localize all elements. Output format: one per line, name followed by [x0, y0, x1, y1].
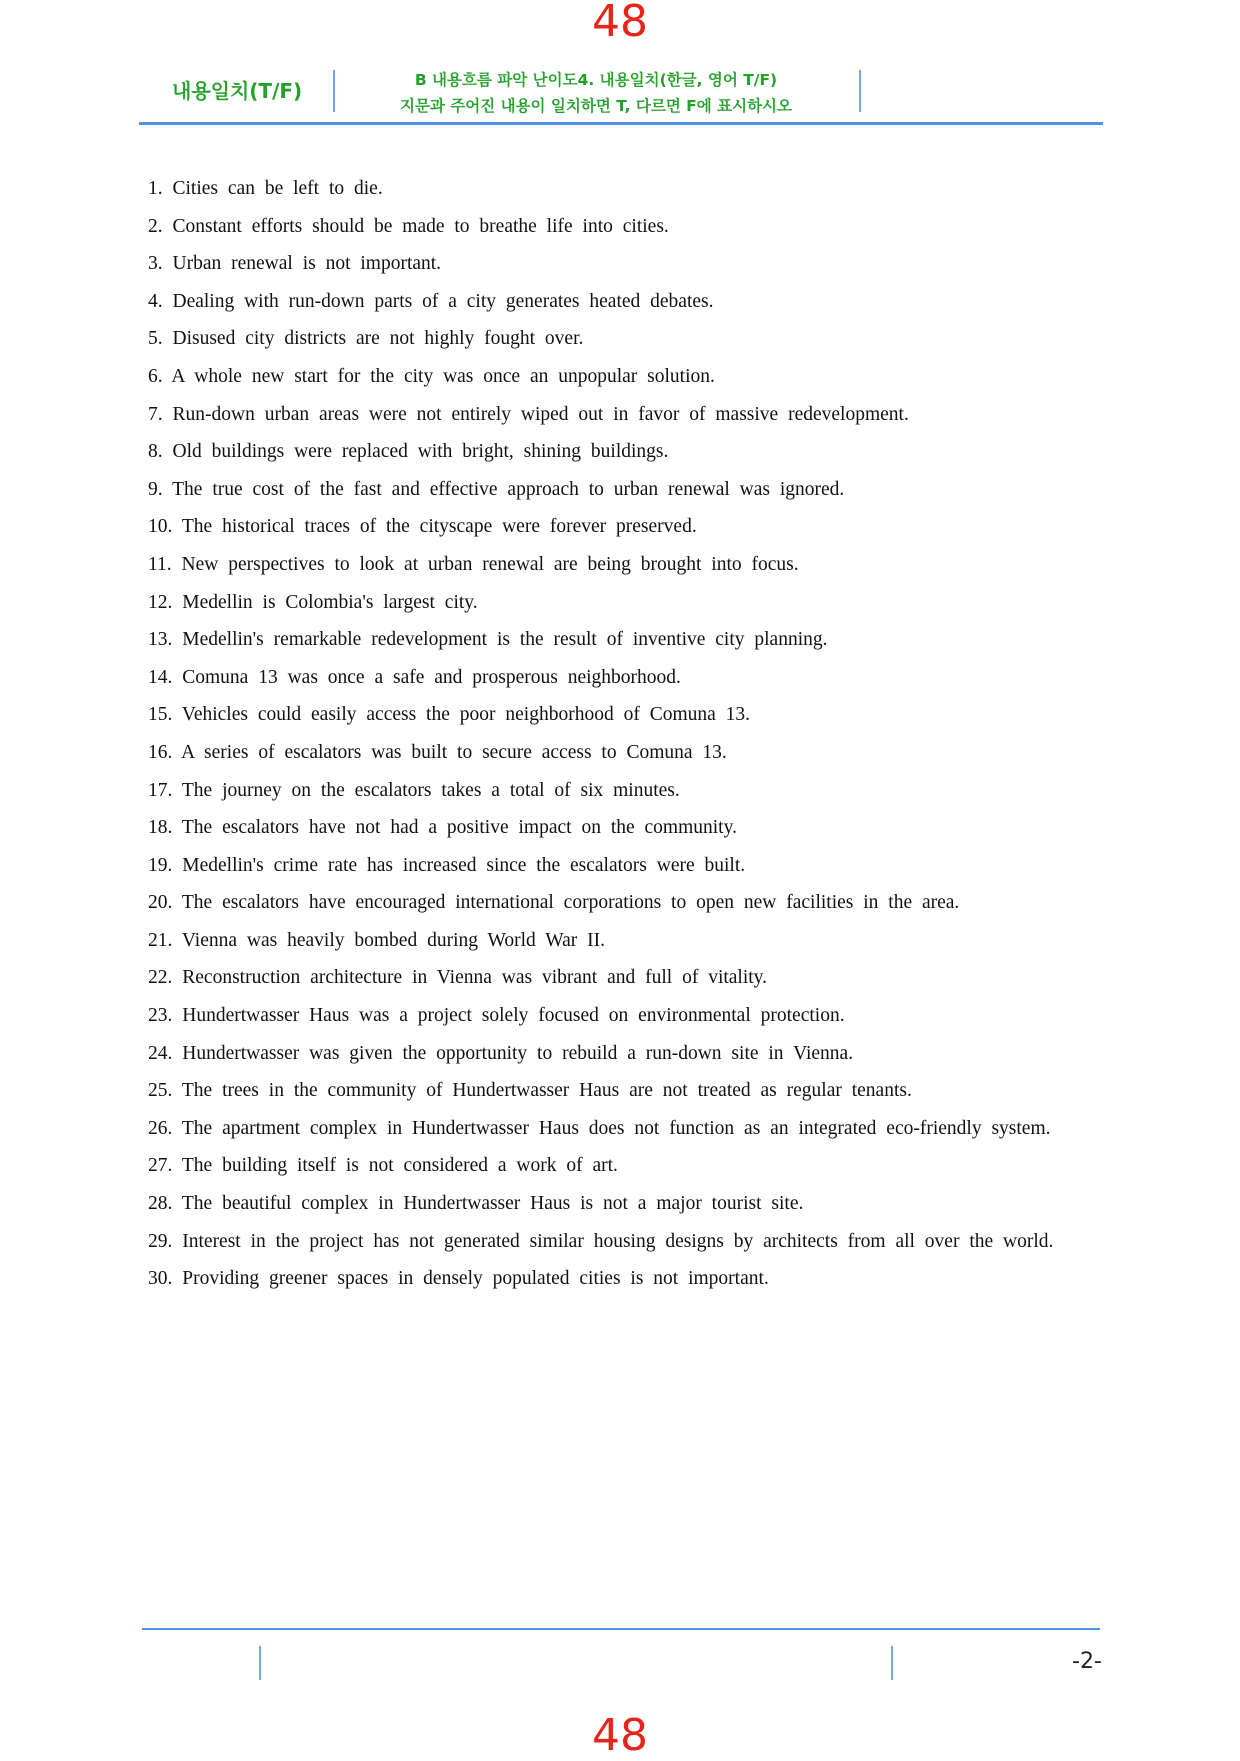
question-item: 5. Disused city districts are not highly fought over. [148, 328, 584, 350]
header-divider-right [859, 70, 861, 112]
section-title: 내용일치(T/F) [172, 79, 303, 103]
footer-rule [142, 1628, 1100, 1630]
question-item: 29. Interest in the project has not generated similar housing designs by architects from all over the world. [148, 1230, 1054, 1252]
footer-divider-left [259, 1646, 261, 1680]
page-number-bottom: 48 [592, 1710, 648, 1761]
question-item: 27. The building itself is not considered a work of art. [148, 1155, 618, 1177]
question-item: 19. Medellin's crime rate has increased since the escalators were built. [148, 854, 746, 876]
question-item: 22. Reconstruction architecture in Vienna was vibrant and full of vitality. [148, 967, 768, 989]
question-item: 28. The beautiful complex in Hundertwasser Haus is not a major tourist site. [148, 1193, 804, 1215]
question-item: 9. The true cost of the fast and effective approach to urban renewal was ignored. [148, 478, 845, 500]
question-item: 7. Run-down urban areas were not entirely wiped out in favor of massive redevelopment. [148, 403, 909, 425]
question-item: 12. Medellin is Colombia's largest city. [148, 591, 478, 613]
question-item: 20. The escalators have encouraged international corporations to open new facilities in the area. [148, 892, 960, 914]
header-subtitle-line2: 지문과 주어진 내용이 일치하면 T, 다르면 F에 표시하시오 [399, 97, 793, 115]
question-item: 14. Comuna 13 was once a safe and prosperous neighborhood. [148, 666, 681, 688]
footer-divider-right [891, 1646, 893, 1680]
question-item: 10. The historical traces of the cityscape were forever preserved. [148, 516, 697, 538]
header-rule [139, 122, 1103, 125]
question-item: 18. The escalators have not had a positive impact on the community. [148, 817, 737, 839]
page-number-top: 48 [592, 0, 648, 47]
question-item: 4. Dealing with run-down parts of a city generates heated debates. [148, 290, 714, 312]
question-item: 25. The trees in the community of Hundertwasser Haus are not treated as regular tenants. [148, 1080, 912, 1102]
header-divider-left [333, 70, 335, 112]
question-item: 3. Urban renewal is not important. [148, 253, 442, 275]
question-item: 1. Cities can be left to die. [148, 178, 383, 199]
question-item: 17. The journey on the escalators takes a total of six minutes. [148, 779, 680, 801]
question-item: 8. Old buildings were replaced with bright, shining buildings. [148, 441, 669, 463]
question-item: 13. Medellin's remarkable redevelopment is the result of inventive city planning. [148, 629, 828, 651]
question-item: 16. A series of escalators was built to secure access to Comuna 13. [148, 741, 727, 763]
question-item: 11. New perspectives to look at urban renewal are being brought into focus. [148, 553, 799, 575]
question-item: 15. Vehicles could easily access the poor neighborhood of Comuna 13. [148, 704, 751, 726]
question-item: 26. The apartment complex in Hundertwasser Haus does not function as an integrated eco-friendly system. [148, 1117, 1051, 1139]
footer-page-number: -2- [1072, 1649, 1102, 1674]
header-subtitle-line1: B 내용흐름 파악 난이도4. 내용일치(한글, 영어 T/F) [414, 71, 778, 89]
question-item: 24. Hundertwasser was given the opportunity to rebuild a run-down site in Vienna. [148, 1042, 854, 1064]
question-item: 30. Providing greener spaces in densely populated cities is not important. [148, 1268, 769, 1290]
question-item: 6. A whole new start for the city was once an unpopular solution. [148, 365, 715, 387]
question-item: 23. Hundertwasser Haus was a project solely focused on environmental protection. [148, 1005, 845, 1027]
question-list [148, 170, 1093, 1298]
question-item: 2. Constant efforts should be made to breathe life into cities. [148, 215, 669, 237]
question-item: 21. Vienna was heavily bombed during World War II. [148, 929, 606, 951]
